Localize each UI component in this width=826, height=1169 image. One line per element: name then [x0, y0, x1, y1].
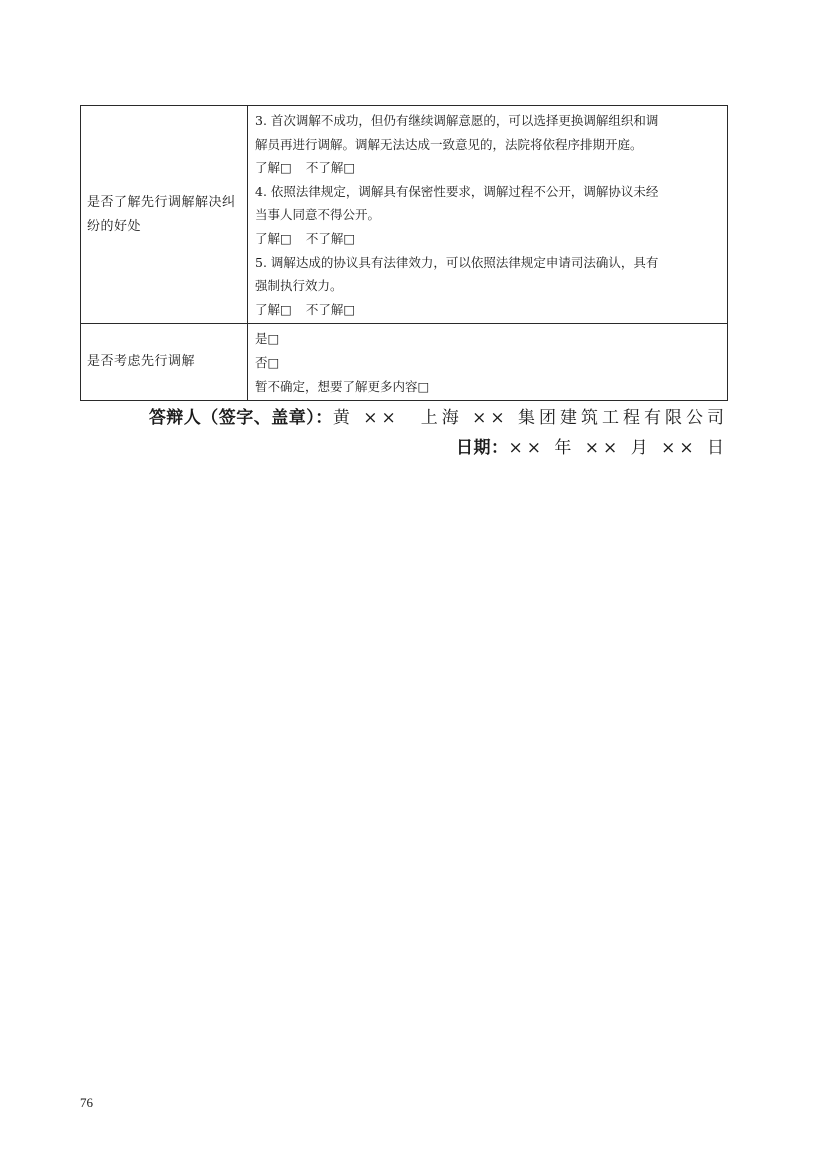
row-label-consider-mediation: 是否考虑先行调解: [81, 324, 248, 401]
page-number: 76: [80, 1095, 93, 1110]
item-3-text-line-1: 3. 首次调解不成功，但仍有继续调解意愿的，可以选择更换调解组织和调: [255, 113, 659, 128]
item-4-options: [255, 227, 721, 251]
item-5-options: [255, 298, 721, 322]
item-5-text-line-1: 5. 调解达成的协议具有法律效力，可以依照法律规定申请司法确认，具有: [255, 254, 659, 270]
date-value: ×× 年 ×× 月 ×× 日: [508, 438, 728, 458]
item-4-text-line-1: 4. 依照法律规定，调解具有保密性要求，调解过程不公开，调解协议未经: [255, 183, 659, 199]
date-line: [456, 435, 728, 461]
table-row-consider-mediation: [81, 324, 728, 401]
mediation-benefits-content: [248, 106, 728, 324]
table-row-mediation-benefits: [81, 106, 728, 324]
date-label: 日期：: [456, 438, 509, 458]
item-5-text-line-2: 强制执行效力。: [255, 278, 343, 294]
item-4-text-line-2: 当事人同意不得公开。: [255, 207, 381, 223]
mediation-form-table: [80, 105, 728, 401]
item-4-checkbox-not-understand[interactable]: 不了解□: [305, 230, 356, 246]
consider-checkbox-yes[interactable]: 是□: [255, 331, 280, 347]
item-5-checkbox-understand[interactable]: 了解□: [255, 301, 292, 317]
item-3-checkbox-understand[interactable]: 了解□: [255, 160, 292, 176]
respondent-value: 黄 ×× 上海 ×× 集团建筑工程有限公司: [332, 408, 728, 428]
item-4-checkbox-understand[interactable]: 了解□: [255, 230, 292, 246]
item-3-text-line-2: 解员再进行调解。调解无法达成一致意见的，法院将依程序排期开庭。: [255, 136, 643, 152]
consider-mediation-content: [248, 324, 728, 401]
item-5-checkbox-not-understand[interactable]: 不了解□: [305, 301, 356, 317]
row-label-mediation-benefits: 是否了解先行调解解决纠纷的好处: [81, 106, 248, 324]
item-3-options: [255, 156, 721, 180]
consider-checkbox-no[interactable]: 否□: [255, 354, 280, 370]
respondent-label: 答辩人（签字、盖章）：: [148, 408, 333, 428]
consider-checkbox-undecided[interactable]: 暂不确定，想要了解更多内容□: [255, 378, 430, 394]
respondent-signature-line: [149, 405, 728, 431]
item-3-checkbox-not-understand[interactable]: 不了解□: [305, 160, 356, 176]
